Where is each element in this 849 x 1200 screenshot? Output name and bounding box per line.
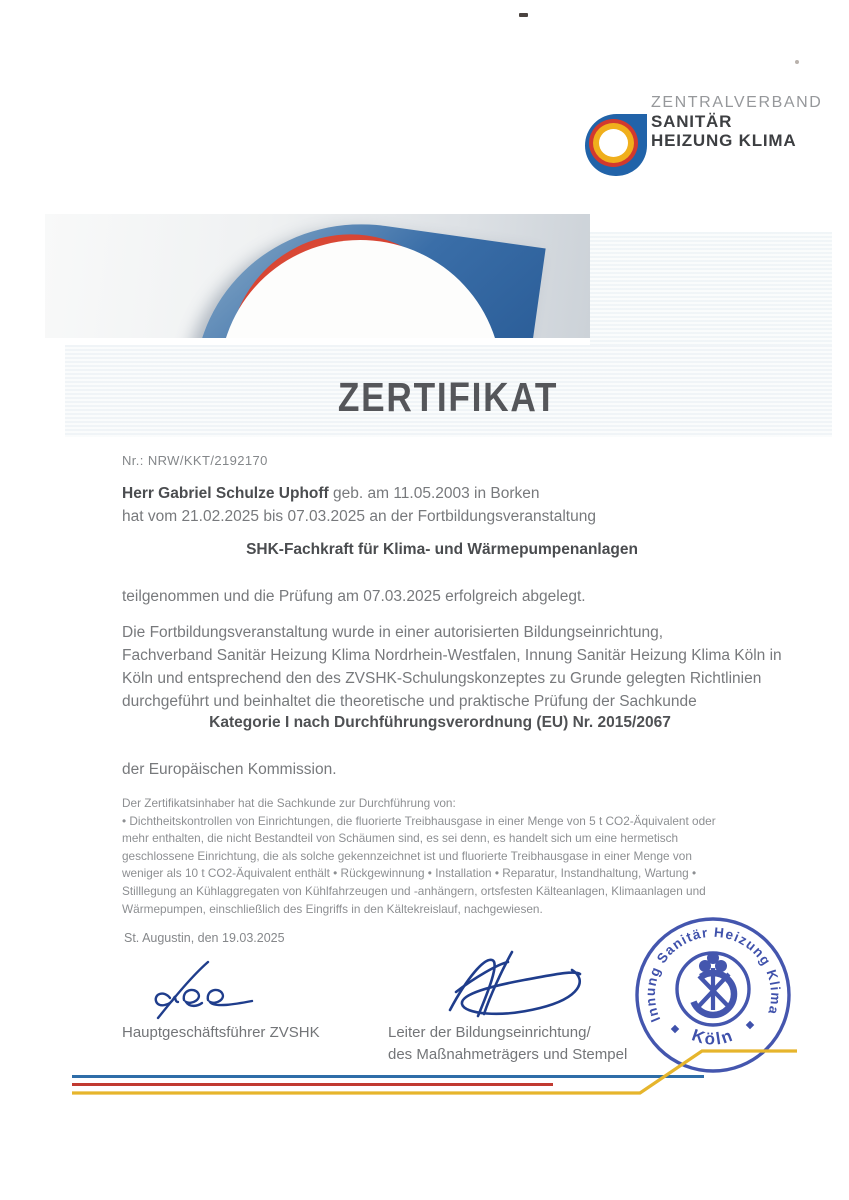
scan-artifact-dot [795,60,799,64]
fine-print [122,795,716,918]
banner-drop-logo [174,214,545,338]
fine-print-line: weniger als 10 t CO2-Äquivalent enthält • Rückgewinnung • Installation • Reparatur, Instandhaltung, Wartung • [122,866,697,881]
body-paragraph [122,621,782,713]
org-name-line3: HEIZUNG KLIMA [651,131,797,150]
footer-line-yellow [70,1042,810,1098]
fine-print-line: • Dichtheitskontrollen von Einrichtungen, die fluorierte Treibhausgase in einer Menge von 5 t CO2-Äquivalent oder [122,813,716,828]
document-title: ZERTIFIKAT [338,374,559,420]
holder-name: Herr Gabriel Schulze Uphoff [122,485,329,502]
completion-line: teilgenommen und die Prüfung am 07.03.2025 erfolgreich abgelegt. [122,588,586,605]
certificate-number: Nr.: NRW/KKT/2192170 [122,453,268,468]
body-line: durchgeführt und beinhaltet die theoretische und praktische Prüfung der Sachkunde [122,693,697,710]
org-wordmark [651,93,822,150]
logo-white-center [599,129,628,157]
holder-birth: geb. am 11.05.2003 in Borken [328,485,540,502]
fine-print-line: geschlossene Einrichtung, die als solche gekennzeichnet ist und fluorierte Treibhausgase in einer Menge von [122,848,692,863]
body-line: Köln und entsprechend den des ZVSHK-Schulungskonzeptes zu Grunde gelegten Richtlinien [122,670,762,687]
fine-print-line: Der Zertifikatsinhaber hat die Sachkunde zur Durchführung von: [122,796,456,810]
place-date-line: St. Augustin, den 19.03.2025 [124,931,285,945]
left-signature-label: Hauptgeschäftsführer ZVSHK [122,1024,320,1041]
fine-print-line: mehr enthalten, die nicht Bestandteil von Schäumen sind, es sei denn, es handelt sich um eine hermetisch [122,831,679,846]
org-name-line1: ZENTRALVERBAND [651,94,823,111]
category-line: Kategorie I nach Durchführungsverordnung (EU) Nr. 2015/2067 [209,714,671,731]
commission-line: der Europäischen Kommission. [122,761,337,778]
scan-artifact-dash [519,13,528,17]
right-signature-label-line1: Leiter der Bildungseinrichtung/ [388,1024,591,1041]
fine-print-line: Wärmepumpen, einschließlich des Eingriffs in den Kältekreislauf, nachgewiesen. [122,901,543,916]
stamp-ring-text: Innung Sanitär Heizung Klima [642,924,784,1025]
body-line: Fachverband Sanitär Heizung Klima Nordrhein-Westfalen, Innung Sanitär Heizung Klima Köln in [122,647,782,664]
body-line: Die Fortbildungsveranstaltung wurde in einer autorisierten Bildungseinrichtung, [122,624,664,641]
left-signature [118,956,268,1021]
participation-line: hat vom 21.02.2025 bis 07.03.2025 an der Fortbildungsveranstaltung [122,508,596,525]
org-name-line2: SANITÄR [651,112,733,131]
fine-print-line: Stilllegung an Kühlaggregaten von Kühlfahrzeugen und -anhängern, ortsfesten Kälteanlagen, Klimaanlagen und [122,883,706,898]
zvshk-drop-logo-icon [585,114,647,176]
banner-image [45,214,590,338]
right-signature [412,948,597,1033]
course-title: SHK-Fachkraft für Klima- und Wärmepumpenanlagen [246,541,638,558]
right-signature-label-line2: des Maßnahmeträgers und Stempel [388,1046,628,1063]
stamp-bottom-text: Köln [689,1025,737,1049]
scan-texture-right [590,232,832,345]
holder-block [122,482,596,528]
banner-white-center [201,222,519,338]
holder-line [122,482,596,505]
